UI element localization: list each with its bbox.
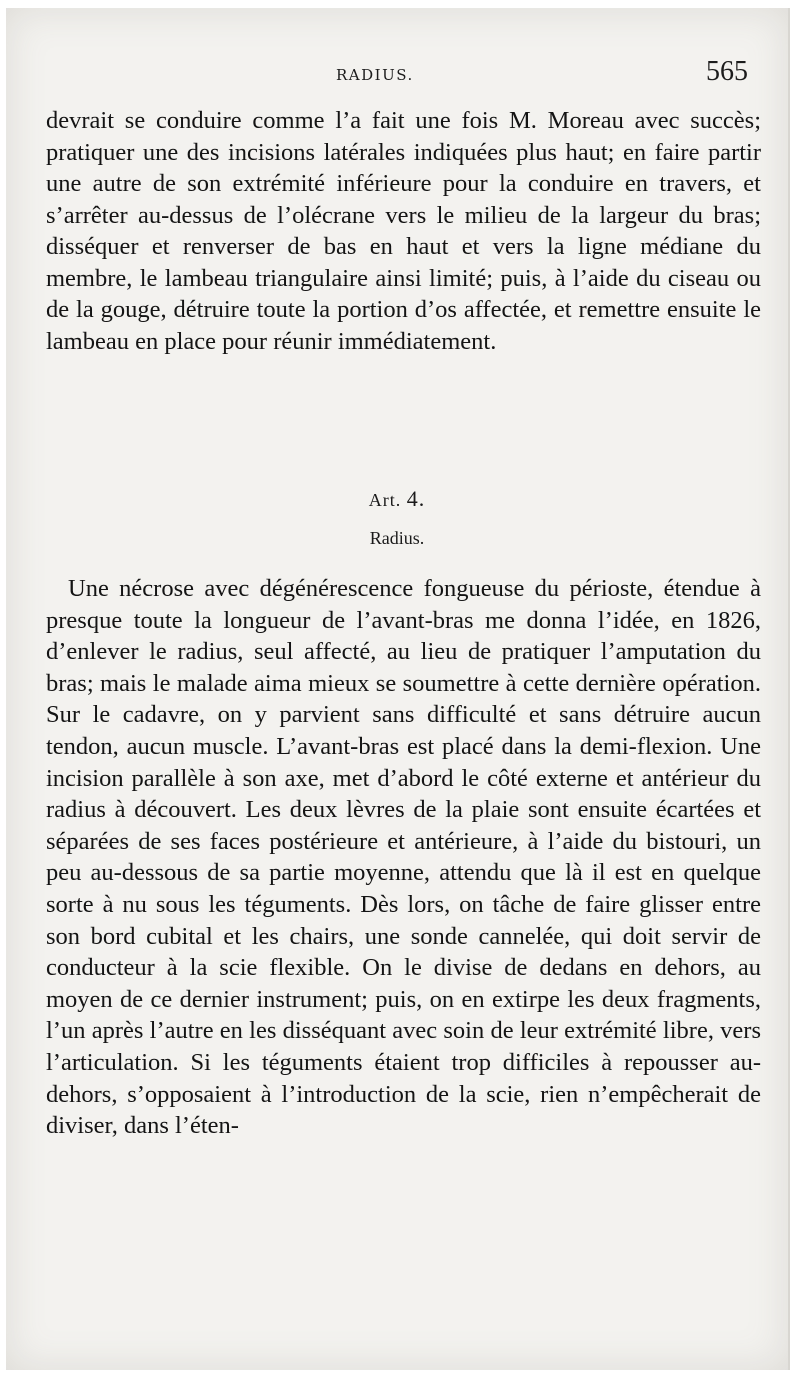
article-number: 4. xyxy=(406,486,426,511)
article-heading xyxy=(6,486,788,512)
page-header xyxy=(6,56,788,96)
paragraph-radius-necrosis: Une nécrose avec dégénérescence fongueuse du périoste, étendue à presque toute la longueur de l’avant-bras me donna l’idée, en 1826, d’enlever le radius, seul affecté, au lieu de pratiquer l’amputation du bras; mais le malade aima mieux se soumettre à cette dernière opération. Sur le cadavre, on y parvient sans difficulté et sans détruire aucun tendon, aucun muscle. L’avant-bras est placé dans la demi-flexion. Une incision parallèle à son axe, met d’abord le côté externe et antérieur du radius à découvert. Les deux lèvres de la plaie sont ensuite écartées et séparées de ses faces postérieure et antérieure, à l’aide du bistouri, un peu au-dessous de sa partie moyenne, attendu que là il est en quelque sorte à nu sous les téguments. Dès lors, on tâche de faire glisser entre son bord cubital et les chairs, une sonde cannelée, qui doit servir de conducteur à la scie flexible. On le divise de dedans en dehors, au moyen de ce dernier instrument; puis, on en extirpe les deux fragments, l’un après l’autre en les disséquant avec soin de leur extrémité libre, vers l’articulation. Si les téguments étaient trop difficiles à repousser au-dehors, s’opposaient à l’introduction de la scie, rien n’empêcherait de diviser, dans l’éten- xyxy=(46,575,761,1140)
paragraph-moreau-procedure: devrait se conduire comme l’a fait une fois M. Moreau avec succès; pratiquer une des incisions latérales indiquées plus haut; en faire partir une autre de son extrémité inférieure pour la conduire en travers, et s’arrêter au-dessus de l’olécrane vers le milieu de la largeur du bras; disséquer et renverser de bas en haut et vers la ligne médiane du membre, le lambeau triangulaire ainsi limité; puis, à l’aide du ciseau ou de la gouge, détruire toute la portion d’os affectée, et remettre ensuite le lambeau en place pour réunir immédiatement. xyxy=(46,107,761,355)
page-number: 565 xyxy=(706,56,748,87)
section-title: Radius. xyxy=(369,528,425,548)
running-title: RADIUS. xyxy=(336,66,414,84)
book-page xyxy=(6,8,790,1370)
article-label: Art. xyxy=(368,490,402,510)
